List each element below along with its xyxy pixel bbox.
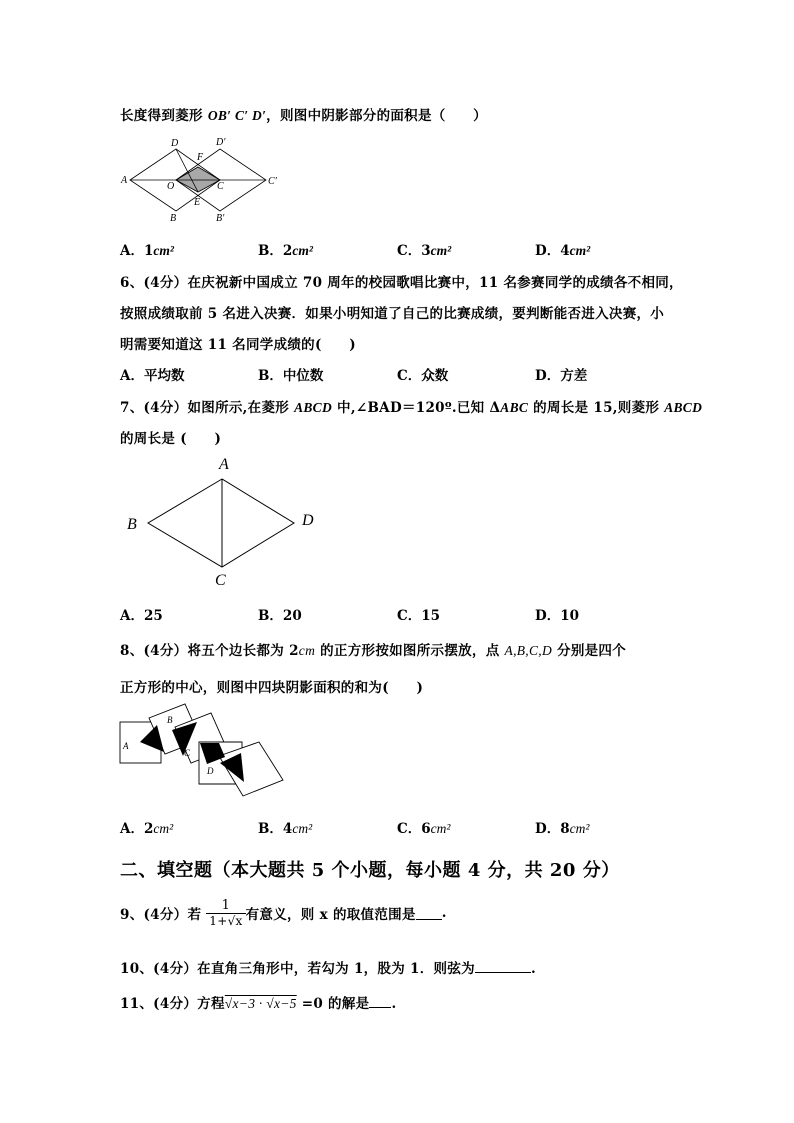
q6-option-b[interactable] [258, 364, 323, 384]
q7-label-a: A [219, 456, 229, 473]
q11-line [120, 992, 396, 1012]
q5-option-b-unit: cm² [292, 243, 313, 258]
q9-answer-blank[interactable] [416, 907, 442, 920]
q11-suffix: =0 的解是 [296, 996, 370, 1012]
q8-option-c-unit: cm² [430, 821, 451, 836]
q5-option-c-value: 3 [421, 243, 431, 259]
q8-option-b-letter: B． [258, 821, 283, 837]
q11-expr: √x−3 · √x−5 [224, 996, 297, 1011]
q5-stem [120, 104, 487, 124]
q5-option-c[interactable] [397, 239, 451, 259]
q5-option-a-unit: cm² [153, 243, 174, 258]
q7-option-c[interactable] [397, 604, 440, 624]
q5-option-d-letter: D． [535, 243, 561, 259]
q7-shape2: ABC [500, 400, 529, 415]
q6-line3: 明需要知道这 11 名同学成绩的( ) [120, 337, 356, 353]
q8-label-d: D [207, 766, 214, 776]
q7-label-d: D [302, 512, 314, 529]
q7-line1-a: 7、(4分）如图所示,在菱形 [120, 400, 295, 416]
q8-option-b[interactable] [258, 817, 312, 837]
q8-option-c-letter: C． [397, 821, 422, 837]
q8-label-c: C [184, 748, 191, 758]
q5-option-b-letter: B． [258, 243, 283, 259]
q5-label-cp: C′ [268, 176, 277, 187]
q7-option-a[interactable] [120, 604, 163, 624]
q6-option-d[interactable] [535, 364, 587, 384]
q6-option-a[interactable] [120, 364, 184, 384]
q10-end: . [530, 961, 536, 977]
q11-answer-blank[interactable] [369, 995, 391, 1008]
q5-label-bp: B′ [216, 213, 225, 224]
q8-len: 2 [289, 643, 299, 659]
q8-option-d-letter: D． [535, 821, 561, 837]
q6-option-c[interactable] [397, 364, 448, 384]
q9-suffix: 有意义，则 x 的取值范围是 [245, 907, 416, 923]
q6-option-a-letter: A． [120, 368, 144, 384]
q5-label-f: F [197, 152, 204, 163]
q10-answer-blank[interactable] [475, 960, 531, 973]
q5-stem-post: ，则图中阴影部分的面积是（ ） [266, 108, 487, 124]
q7-line1 [120, 396, 702, 416]
q8-option-d-value: 8 [560, 821, 570, 837]
q5-label-e: E [194, 197, 201, 208]
q7-option-d-text: 10 [560, 608, 580, 624]
q5-option-a-value: 1 [143, 243, 154, 259]
q7-option-b-text: 20 [282, 608, 302, 624]
q5-option-b-value: 2 [282, 243, 293, 259]
q6-option-c-letter: C． [397, 368, 422, 384]
q8-option-b-unit: cm² [292, 821, 313, 836]
q8-len-unit: cm [298, 643, 316, 658]
q8-option-a-unit: cm² [153, 821, 174, 836]
q7-option-a-text: 25 [143, 608, 163, 624]
q5-option-c-letter: C． [397, 243, 422, 259]
q8-option-a-value: 2 [143, 821, 154, 837]
q5-option-d-unit: cm² [569, 243, 591, 258]
q6-option-a-text: 平均数 [143, 368, 185, 384]
q8-line2: 正方形的中心，则图中四块阴影面积的和为( ) [120, 680, 424, 696]
q8-option-d-unit: cm² [569, 821, 590, 836]
q6-option-d-text: 方差 [560, 368, 588, 384]
q8-points: A,B,C,D [504, 643, 553, 658]
q5-stem-pre: 长度得到菱形 [120, 108, 208, 124]
q7-option-d-letter: D． [535, 608, 561, 624]
q7-label-c: C [215, 572, 226, 589]
q5-label-dp: D′ [216, 137, 226, 148]
section2-title: 二、填空题（本大题共 5 个小题，每小题 4 分，共 20 分） [120, 860, 620, 881]
q5-label-a: A [121, 175, 128, 186]
q6-line1: 6、(4分）在庆祝新中国成立 70 周年的校园歌唱比赛中，11 名参赛同学的成绩各不相同， [120, 275, 683, 291]
q7-option-b-letter: B． [258, 608, 283, 624]
q5-label-d: D [171, 138, 179, 149]
q7-shape3: ABCD [664, 400, 703, 415]
q5-option-a[interactable] [120, 239, 174, 259]
q5-option-d-value: 4 [560, 243, 570, 259]
q7-option-c-text: 15 [421, 608, 441, 624]
q6-line2: 按照成绩取前 5 名进入决赛．如果小明知道了自己的比赛成绩，要判断能否进入决赛，小 [120, 306, 665, 322]
q10-text: 10、(4分）在直角三角形中，若勾为 1，股为 1．则弦为 [120, 961, 475, 977]
q6-option-c-text: 众数 [421, 368, 449, 384]
q8-option-d[interactable] [535, 817, 589, 837]
q6-option-b-letter: B． [258, 368, 283, 384]
q8-option-a-letter: A． [120, 821, 144, 837]
q8-option-c[interactable] [397, 817, 450, 837]
q8-line1-b: 的正方形按如图所示摆放，点 [315, 643, 505, 659]
q8-line1-a: 8、(4分）将五个边长都为 [120, 643, 290, 659]
q11-end: . [391, 996, 397, 1012]
q5-option-d[interactable] [535, 239, 590, 259]
q7-line2: 的周长是 ( ) [120, 431, 222, 447]
q8-option-c-value: 6 [421, 821, 431, 837]
q9-fraction [206, 898, 245, 928]
q7-option-c-letter: C． [397, 608, 422, 624]
q8-option-b-value: 4 [282, 821, 293, 837]
q10-line [120, 957, 536, 977]
q8-label-b: B [167, 715, 173, 725]
q5-label-b: B [170, 213, 177, 224]
q9-prefix: 9、(4分）若 [120, 907, 202, 923]
q7-figure [122, 452, 327, 592]
q9-line [120, 898, 447, 928]
q9-end: . [441, 905, 447, 921]
q7-line1-c: 的周长是 15,则菱形 [528, 400, 665, 416]
q7-line1-b: 中,∠BAD＝120º.已知 Δ [332, 400, 501, 416]
q9-frac-den: 1+√x [206, 913, 245, 928]
q8-line1 [120, 639, 626, 659]
q8-option-a[interactable] [120, 817, 173, 837]
q7-shape1: ABCD [294, 400, 333, 415]
q5-option-c-unit: cm² [430, 243, 452, 258]
q5-label-c: C [217, 181, 224, 192]
q5-option-b[interactable] [258, 239, 313, 259]
q8-label-a: A [123, 741, 129, 751]
q5-option-a-letter: A． [120, 243, 144, 259]
q8-figure [117, 700, 289, 802]
q5-shape-name: OB′ C′ D′ [207, 108, 267, 123]
q7-option-b[interactable] [258, 604, 302, 624]
q11-prefix: 11、(4分）方程 [120, 996, 225, 1012]
q9-frac-num: 1 [221, 898, 231, 913]
q7-label-b: B [127, 516, 137, 533]
q5-shaded-region [176, 167, 220, 192]
q6-option-d-letter: D． [535, 368, 561, 384]
q8-line1-c: 分别是四个 [552, 643, 627, 659]
q5-label-o: O [167, 181, 175, 192]
q7-option-d[interactable] [535, 604, 579, 624]
q7-option-a-letter: A． [120, 608, 144, 624]
q7-rhombus-abcd [148, 479, 294, 567]
q5-figure [118, 132, 288, 228]
q6-option-b-text: 中位数 [282, 368, 324, 384]
